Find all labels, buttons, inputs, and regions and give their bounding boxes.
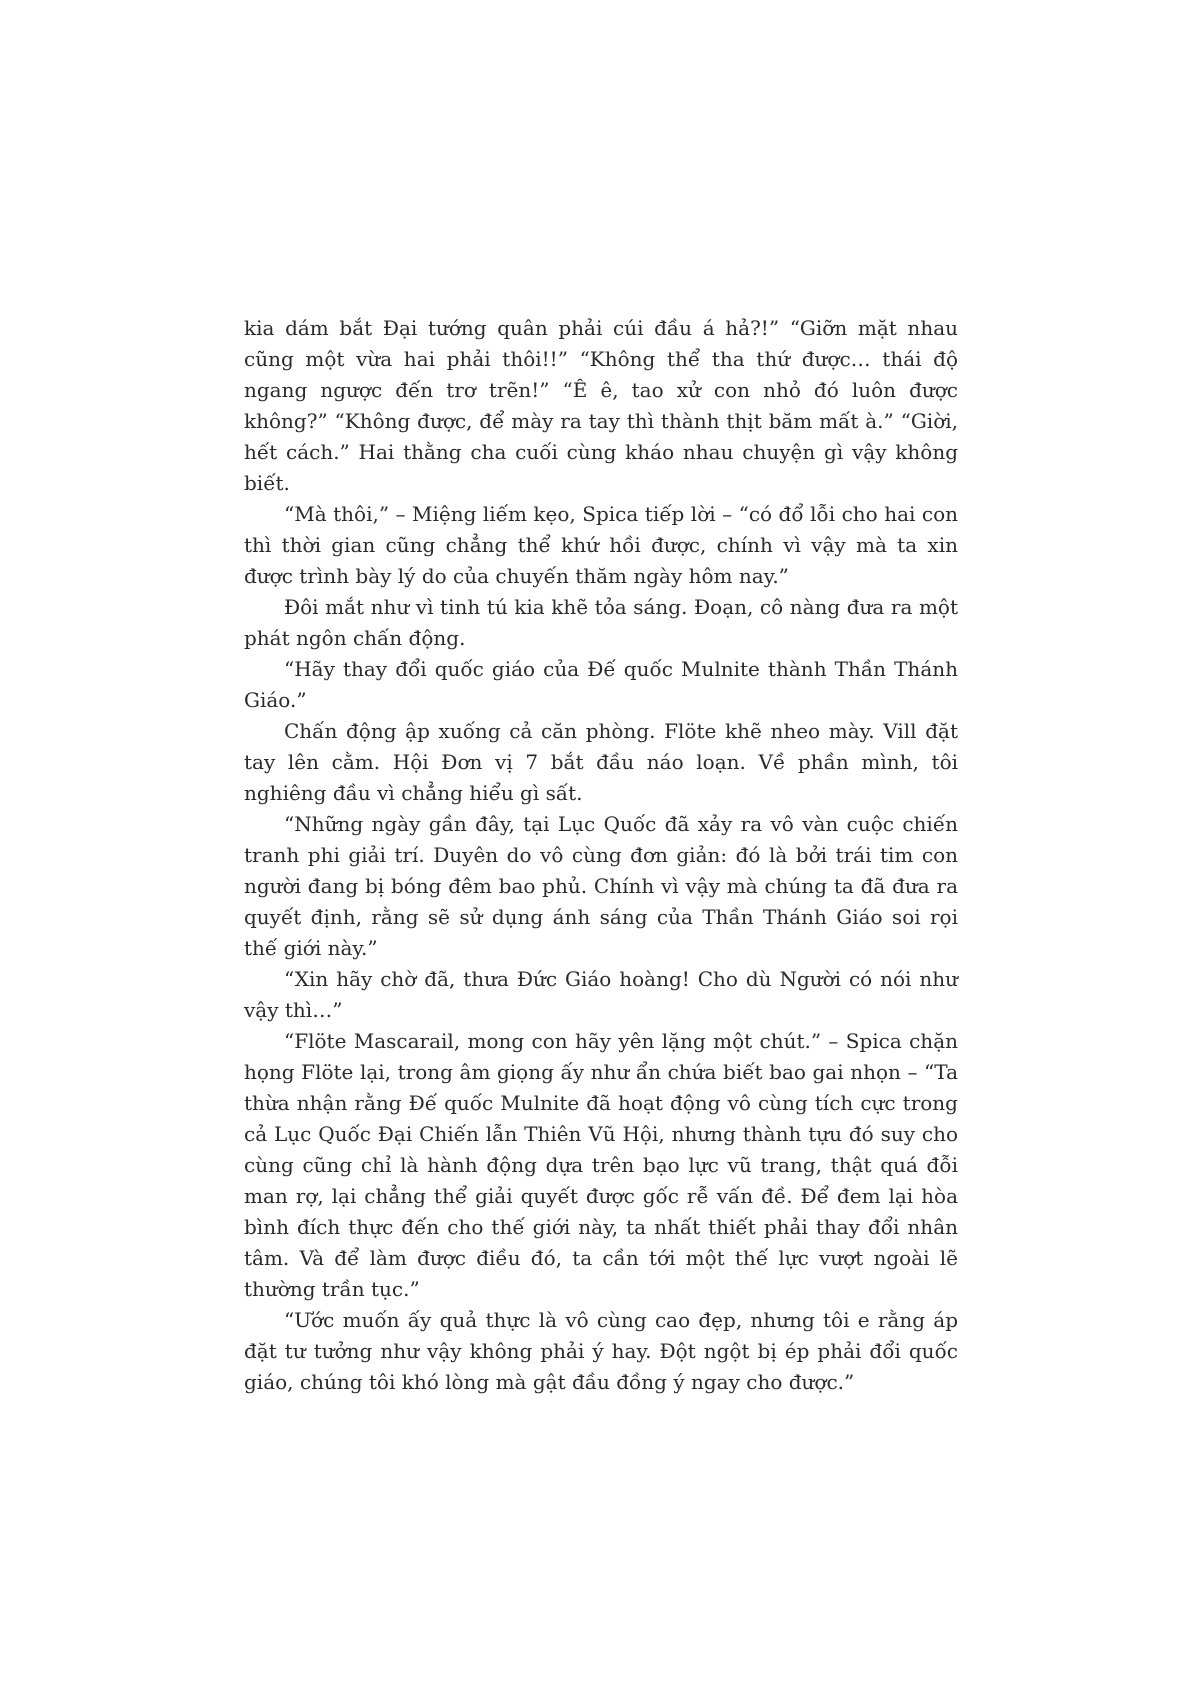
- paragraph-1: kia dám bắt Đại tướng quân phải cúi đầu á hả?!” “Giỡn mặt nhau cũng một vừa hai phải thôi!!” “Không thể tha thứ được… thái độ ngang ngược đến trơ trẽn!” “Ê ê, tao xử con nhỏ đó luôn được không?” “Không được, để mày ra tay thì thành thịt băm mất à.” “Giời, hết cách.” Hai thằng cha cuối cùng kháo nhau chuyện gì vậy không biết.: [244, 316, 958, 495]
- paragraph-9: “Ước muốn ấy quả thực là vô cùng cao đẹp, nhưng tôi e rằng áp đặt tư tưởng như vậy không phải ý hay. Đột ngột bị ép phải đổi quốc giáo, chúng tôi khó lòng mà gật đầu đồng ý ngay cho được.”: [244, 1308, 958, 1394]
- paragraph-5: Chấn động ập xuống cả căn phòng. Flöte khẽ nheo mày. Vill đặt tay lên cằm. Hội Đơn vị 7 bắt đầu náo loạn. Về phần mình, tôi nghiêng đầu vì chẳng hiểu gì sất.: [244, 719, 958, 805]
- paragraph-4: “Hãy thay đổi quốc giáo của Đế quốc Mulnite thành Thần Thánh Giáo.”: [244, 657, 958, 712]
- paragraph-2: “Mà thôi,” – Miệng liếm kẹo, Spica tiếp lời – “có đổ lỗi cho hai con thì thời gian cũng chẳng thể khứ hồi được, chính vì vậy mà ta xin được trình bày lý do của chuyến thăm ngày hôm nay.”: [244, 502, 958, 588]
- paragraph-6: “Những ngày gần đây, tại Lục Quốc đã xảy ra vô vàn cuộc chiến tranh phi giải trí. Duyên do vô cùng đơn giản: đó là bởi trái tim con người đang bị bóng đêm bao phủ. Chính vì vậy mà chúng ta đã đưa ra quyết định, rằng sẽ sử dụng ánh sáng của Thần Thánh Giáo soi rọi thế giới này.”: [244, 812, 958, 960]
- body-text: [244, 313, 958, 1398]
- paragraph-8: “Flöte Mascarail, mong con hãy yên lặng một chút.” – Spica chặn họng Flöte lại, trong âm giọng ấy như ẩn chứa biết bao gai nhọn – “Ta thừa nhận rằng Đế quốc Mulnite đã hoạt động vô cùng tích cực trong cả Lục Quốc Đại Chiến lẫn Thiên Vũ Hội, nhưng thành tựu đó suy cho cùng cũng chỉ là hành động dựa trên bạo lực vũ trang, thật quá đỗi man rợ, lại chẳng thể giải quyết được gốc rễ vấn đề. Để đem lại hòa bình đích thực đến cho thế giới này, ta nhất thiết phải thay đổi nhân tâm. Và để làm được điều đó, ta cần tới một thế lực vượt ngoài lẽ thường trần tục.”: [244, 1029, 958, 1301]
- paragraph-7: “Xin hãy chờ đã, thưa Đức Giáo hoàng! Cho dù Người có nói như vậy thì…”: [244, 967, 958, 1022]
- paragraph-3: Đôi mắt như vì tinh tú kia khẽ tỏa sáng. Đoạn, cô nàng đưa ra một phát ngôn chấn động.: [244, 595, 958, 650]
